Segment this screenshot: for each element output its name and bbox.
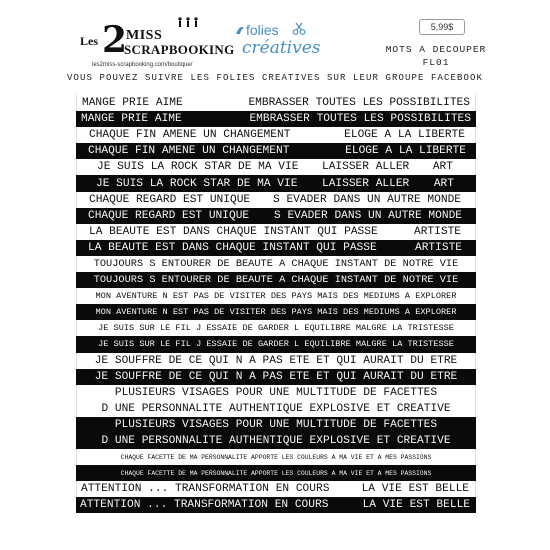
header [0,0,550,92]
strip-text: JE SOUFFRE DE CE QUI N A PAS ETE ET QUI AURAIT DU ETRE [94,370,458,383]
strip-text: ART [433,177,454,190]
strip-6 [76,175,476,191]
strip-21 [76,417,476,433]
price-badge: 5,99$ [419,19,465,35]
strip-text: LAISSER ALLER [321,177,410,190]
logo-miss: MISS [126,28,163,43]
strip-text: ELOGE A LA LIBERTE [345,145,466,158]
strip-18 [76,369,476,385]
strip-25 [76,481,476,497]
strip-text: ELOGE A LA LIBERTE [344,129,465,142]
strip-13 [76,288,476,304]
scissors-icon [292,22,306,36]
strip-text: LA VIE EST BELLE [362,499,470,512]
strip-14 [76,304,476,320]
strip-15 [76,320,476,336]
strip-2 [76,111,476,127]
strip-text: LA VIE EST BELLE [361,483,469,496]
strip-text: CHAQUE FIN AMENE UN CHANGEMENT [89,129,291,142]
strip-text: D UNE PERSONNALITE AUTHENTIQUE EXPLOSIVE ET CREATIVE [101,402,451,415]
strip-text: MON AVENTURE N EST PAS DE VISITER DES PAYS MAIS DES MEDIUMS A EXPLORER [95,291,457,302]
strip-17 [76,353,476,369]
strip-text: ART [432,161,453,174]
logo-creatives: créatives [242,38,321,58]
logo-two: 2 [102,19,128,61]
strip-text: ATTENTION ... TRANSFORMATION EN COURS [81,483,330,496]
strip-text: CHAQUE FACETTE DE MA PERSONNALITE APPORTE LES COULEURS A MA VIE ET A MES PASSIONS [120,469,432,477]
strip-text: MON AVENTURE N EST PAS DE VISITER DES PAYS MAIS DES MEDIUMS A EXPLORER [95,307,457,318]
strip-text: CHAQUE FIN AMENE UN CHANGEMENT [88,145,290,158]
word-strips [76,95,476,513]
strip-text: ARTISTE [414,225,461,238]
product-title: MOTS A DECOUPER [385,44,487,55]
strip-22 [76,433,476,449]
strip-text: JE SOUFFRE DE CE QUI N A PAS ETE ET QUI AURAIT DU ETRE [94,354,458,367]
logo-les: Les [80,34,98,48]
strip-text: TOUJOURS S ENTOURER DE BEAUTE A CHAQUE INSTANT DE NOTRE VIE [93,274,459,287]
strip-text: LA BEAUTE EST DANS CHAQUE INSTANT QUI PASSE [88,241,377,254]
strip-text: JE SUIS LA ROCK STAR DE MA VIE [97,161,299,174]
strip-text: ATTENTION ... TRANSFORMATION EN COURS [80,499,329,512]
les2miss-logo [80,19,235,72]
strip-4 [76,143,476,159]
strip-text: JE SUIS SUR LE FIL J ESSAIE DE GARDER L EQUILIBRE MALGRE LA TRISTESSE [98,323,454,334]
strip-1 [76,95,476,111]
strip-text: CHAQUE FACETTE DE MA PERSONNALITE APPORTE LES COULEURS A MA VIE ET A MES PASSIONS [120,453,432,461]
strip-10 [76,240,476,256]
strip-11 [76,256,476,272]
strip-text: LA BEAUTE EST DANS CHAQUE INSTANT QUI PASSE [89,225,378,238]
strip-text: EMBRASSER TOUTES LES POSSIBILITES [248,97,470,110]
strip-24 [76,465,476,481]
strip-9 [76,224,476,240]
strip-text: S EVADER DANS UN AUTRE MONDE [273,193,461,206]
strip-text: D UNE PERSONNALITE AUTHENTIQUE EXPLOSIVE ET CREATIVE [101,435,451,448]
strip-20 [76,401,476,417]
bird-icon [234,22,246,36]
strip-text: JE SUIS LA ROCK STAR DE MA VIE [96,177,298,190]
strip-text: MANGE PRIE AIME [81,113,182,126]
strip-text: PLUSIEURS VISAGES POUR UNE MULTITUDE DE FACETTES [114,418,438,431]
strip-text: TOUJOURS S ENTOURER DE BEAUTE A CHAQUE INSTANT DE NOTRE VIE [93,257,459,270]
strip-5 [76,159,476,175]
strip-23 [76,449,476,465]
logo-scrapbooking: SCRAPBOOKING [124,42,235,57]
logo-url: les2miss-scrapbooking.com/boutique/ [92,62,193,68]
strip-text: MANGE PRIE AIME [82,97,183,110]
strip-text: JE SUIS SUR LE FIL J ESSAIE DE GARDER L EQUILIBRE MALGRE LA TRISTESSE [98,339,454,350]
strip-16 [76,336,476,352]
strip-26 [76,497,476,513]
strip-text: ARTISTE [415,241,462,254]
strip-text: CHAQUE REGARD EST UNIQUE [88,209,250,222]
strip-8 [76,208,476,224]
facebook-notice: VOUS POUVEZ SUIVRE LES FOLIES CREATIVES SUR LEUR GROUPE FACEBOOK [66,73,484,83]
folies-creatives-logo [232,18,321,66]
strip-12 [76,272,476,288]
strip-3 [76,127,476,143]
strip-text: CHAQUE REGARD EST UNIQUE [89,193,251,206]
strip-text: EMBRASSER TOUTES LES POSSIBILITES [249,113,471,126]
logo-folies: folies [246,22,279,38]
product-code: FL01 [422,57,450,68]
strip-19 [76,385,476,401]
strip-7 [76,192,476,208]
strip-text: S EVADER DANS UN AUTRE MONDE [274,209,462,222]
strip-text: LAISSER ALLER [321,161,410,174]
strip-text: PLUSIEURS VISAGES POUR UNE MULTITUDE DE FACETTES [114,386,438,399]
product-subtitle [366,43,506,69]
